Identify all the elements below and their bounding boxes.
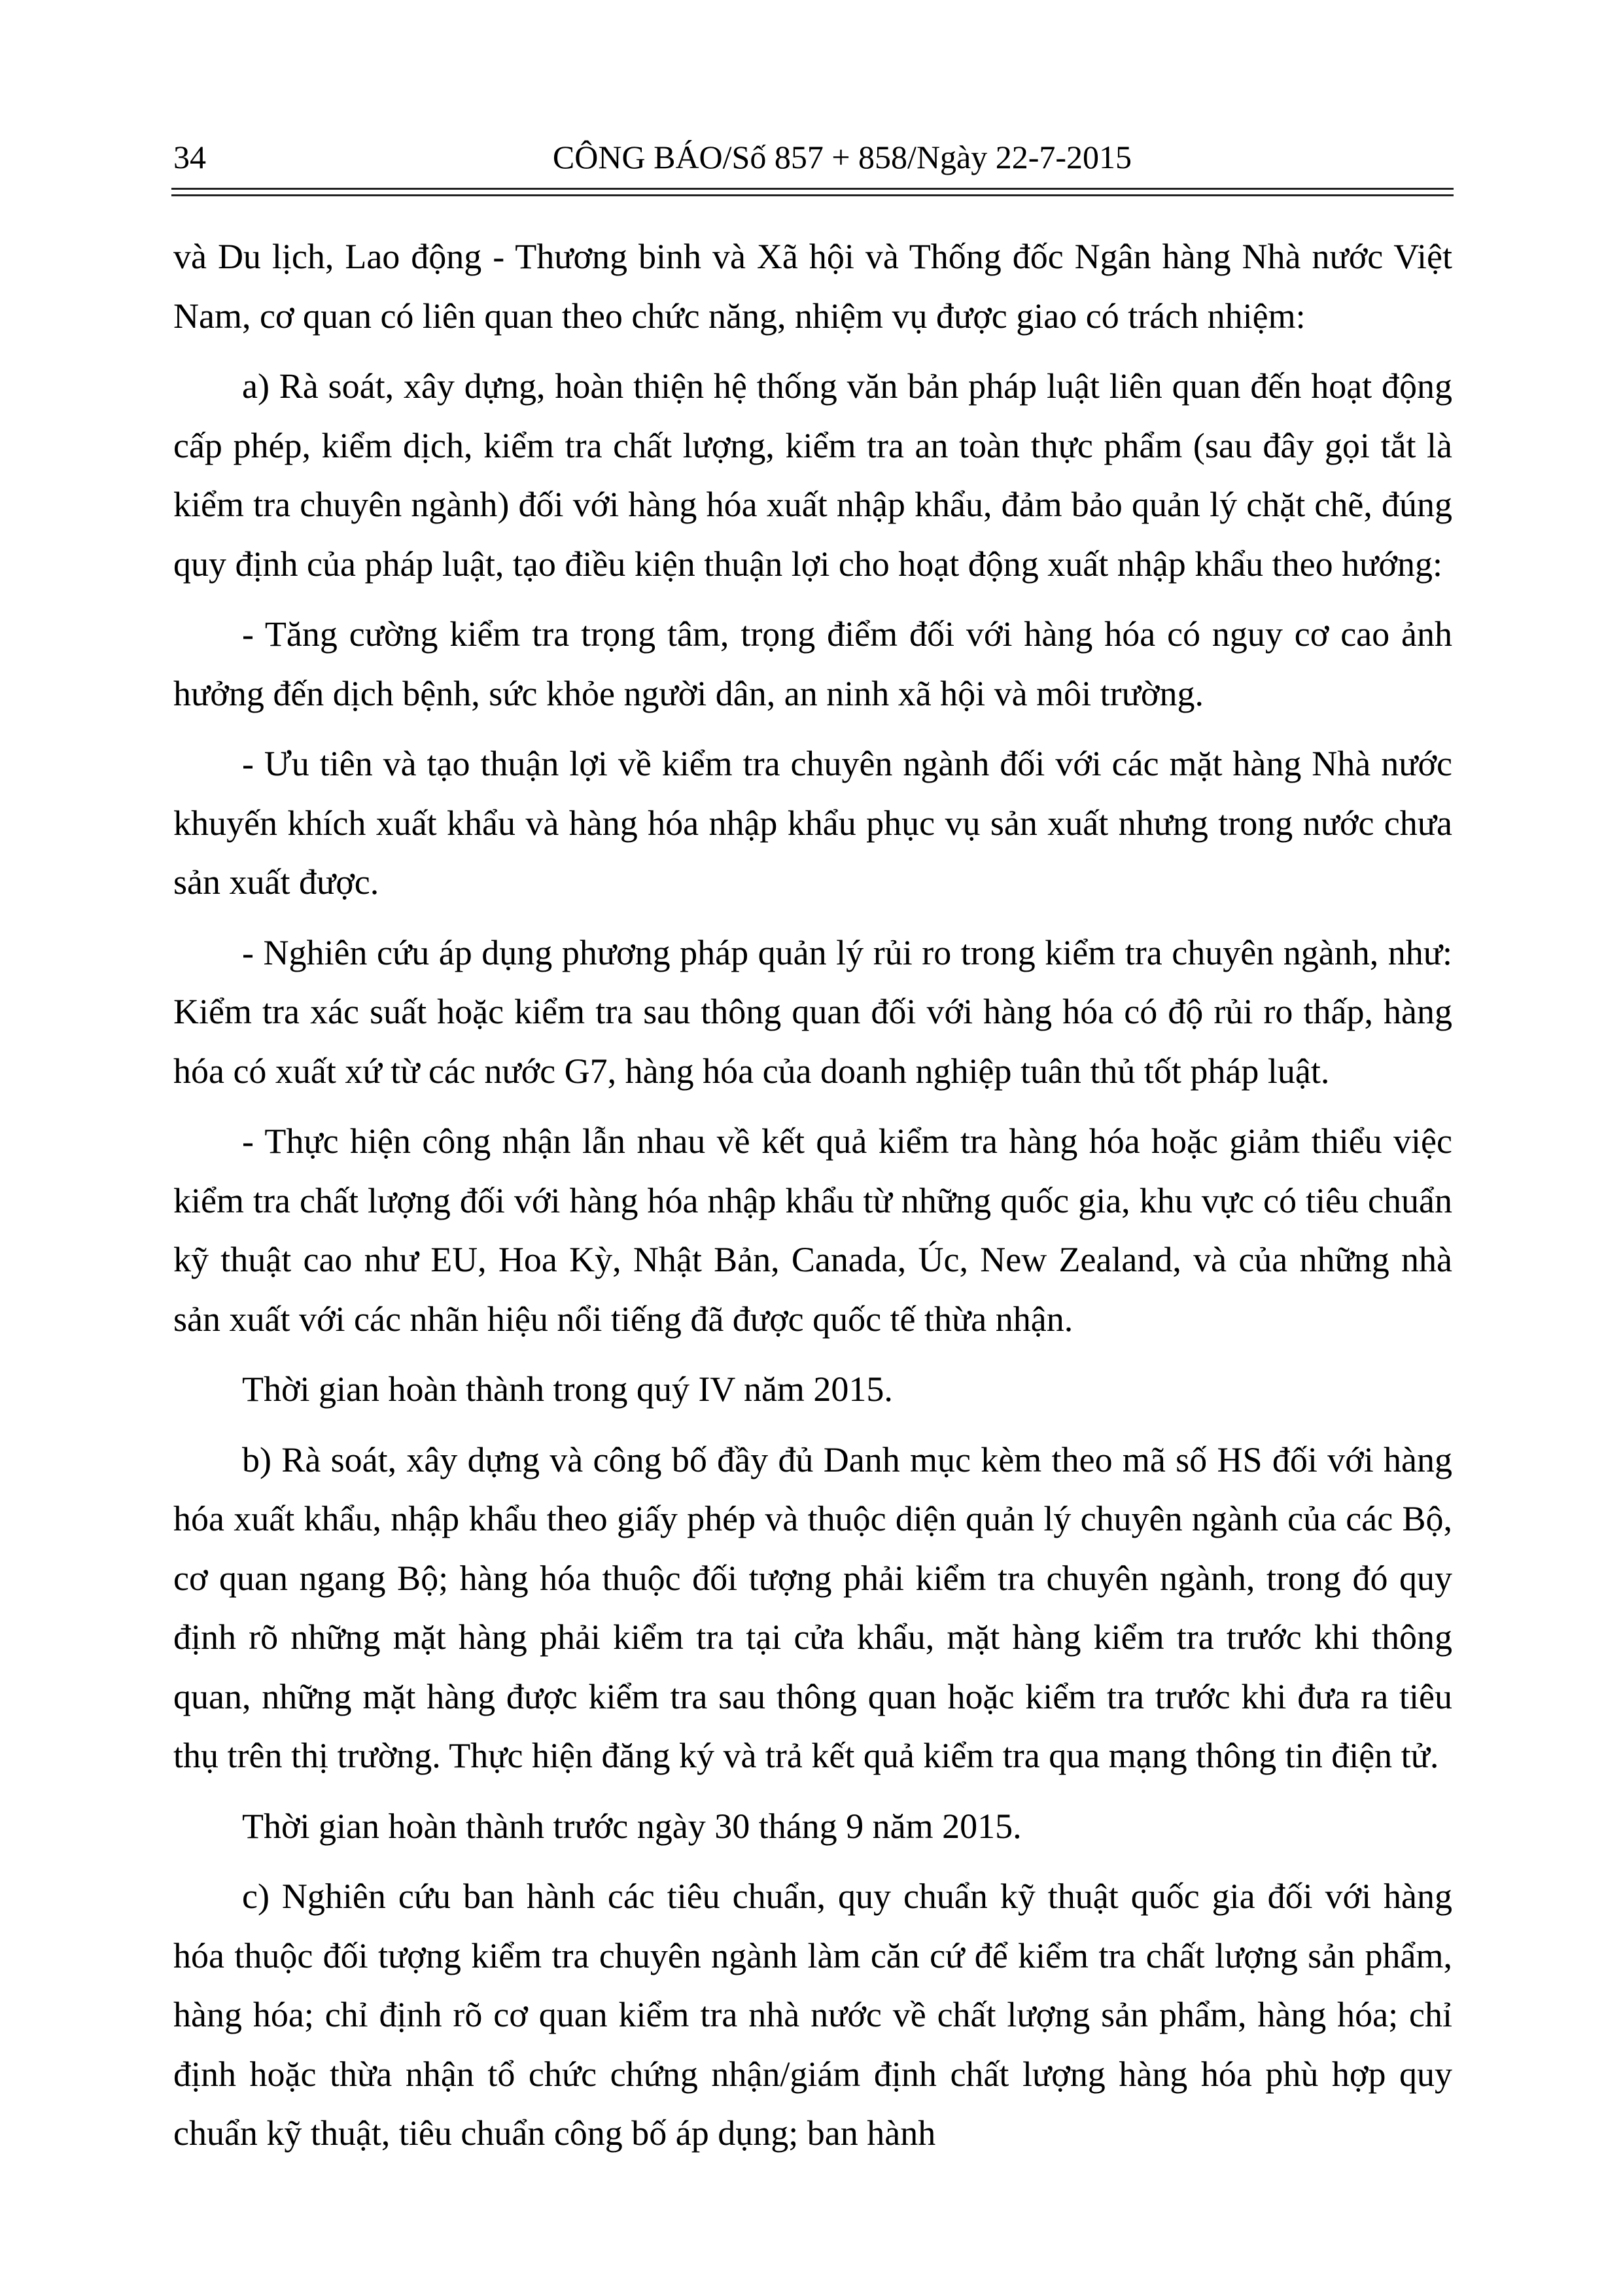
paragraph-bullet-2: - Ưu tiên và tạo thuận lợi về kiểm tra chuyên ngành đối với các mặt hàng Nhà nước khuyến khích xuất khẩu và hàng hóa nhập khẩu phục vụ sản xuất nhưng trong nước chưa sản xuất được. [173, 744, 1452, 902]
header-rule-bottom [171, 194, 1454, 196]
paragraph-continuation: và Du lịch, Lao động - Thương binh và Xã hội và Thống đốc Ngân hàng Nhà nước Việt Nam, cơ quan có liên quan theo chức năng, nhiệm vụ được giao có trách nhiệm: [173, 237, 1452, 336]
paragraph-bullet-3: - Nghiên cứu áp dụng phương pháp quản lý rủi ro trong kiểm tra chuyên ngành, như: Kiểm tra xác suất hoặc kiểm tra sau thông quan đối với hàng hóa có độ rủi ro thấp, hàng hóa có xuất xứ từ các nước G7, hàng hóa của doanh nghiệp tuân thủ tốt pháp luật. [173, 932, 1452, 1091]
paragraph-item-c: c) Nghiên cứu ban hành các tiêu chuẩn, quy chuẩn kỹ thuật quốc gia đối với hàng hóa thuộc đối tượng kiểm tra chuyên ngành làm căn cứ để kiểm tra chất lượng sản phẩm, hàng hóa; chỉ định rõ cơ quan kiểm tra nhà nước về chất lượng sản phẩm, hàng hóa; chỉ định hoặc thừa nhận tổ chức chứng nhận/giám định chất lượng hàng hóa phù hợp quy chuẩn kỹ thuật, tiêu chuẩn công bố áp dụng; ban hành [173, 1877, 1452, 2153]
paragraph-item-a: a) Rà soát, xây dựng, hoàn thiện hệ thống văn bản pháp luật liên quan đến hoạt động cấp phép, kiểm dịch, kiểm tra chất lượng, kiểm tra an toàn thực phẩm (sau đây gọi tắt là kiểm tra chuyên ngành) đối với hàng hóa xuất nhập khẩu, đảm bảo quản lý chặt chẽ, đúng quy định của pháp luật, tạo điều kiện thuận lợi cho hoạt động xuất nhập khẩu theo hướng: [173, 366, 1452, 584]
document-body [173, 227, 1452, 2174]
header-rule-top [171, 188, 1454, 190]
paragraph-item-b: b) Rà soát, xây dựng và công bố đầy đủ Danh mục kèm theo mã số HS đối với hàng hóa xuất khẩu, nhập khẩu theo giấy phép và thuộc diện quản lý chuyên ngành của các Bộ, cơ quan ngang Bộ; hàng hóa thuộc đối tượng phải kiểm tra chuyên ngành, trong đó quy định rõ những mặt hàng phải kiểm tra tại cửa khẩu, mặt hàng kiểm tra trước khi thông quan, những mặt hàng được kiểm tra sau thông quan hoặc kiểm tra trước khi đưa ra tiêu thụ trên thị trường. Thực hiện đăng ký và trả kết quả kiểm tra qua mạng thông tin điện tử. [173, 1439, 1452, 1775]
running-title: CÔNG BÁO/Số 857 + 858/Ngày 22-7-2015 [552, 139, 1132, 175]
paragraph-bullet-4: - Thực hiện công nhận lẫn nhau về kết quả kiểm tra hàng hóa hoặc giảm thiểu việc kiểm tra chất lượng đối với hàng hóa nhập khẩu từ những quốc gia, khu vực có tiêu chuẩn kỹ thuật cao như EU, Hoa Kỳ, Nhật Bản, Canada, Úc, New Zealand, và của những nhà sản xuất với các nhãn hiệu nổi tiếng đã được quốc tế thừa nhận. [173, 1122, 1452, 1339]
page-header [173, 134, 1452, 180]
paragraph-deadline-a: Thời gian hoàn thành trong quý IV năm 2015. [242, 1369, 893, 1409]
paragraph-deadline-b: Thời gian hoàn thành trước ngày 30 tháng 9 năm 2015. [242, 1806, 1022, 1846]
page-number: 34 [173, 139, 206, 175]
paragraph-bullet-1: - Tăng cường kiểm tra trọng tâm, trọng điểm đối với hàng hóa có nguy cơ cao ảnh hưởng đến dịch bệnh, sức khỏe người dân, an ninh xã hội và môi trường. [173, 614, 1452, 713]
